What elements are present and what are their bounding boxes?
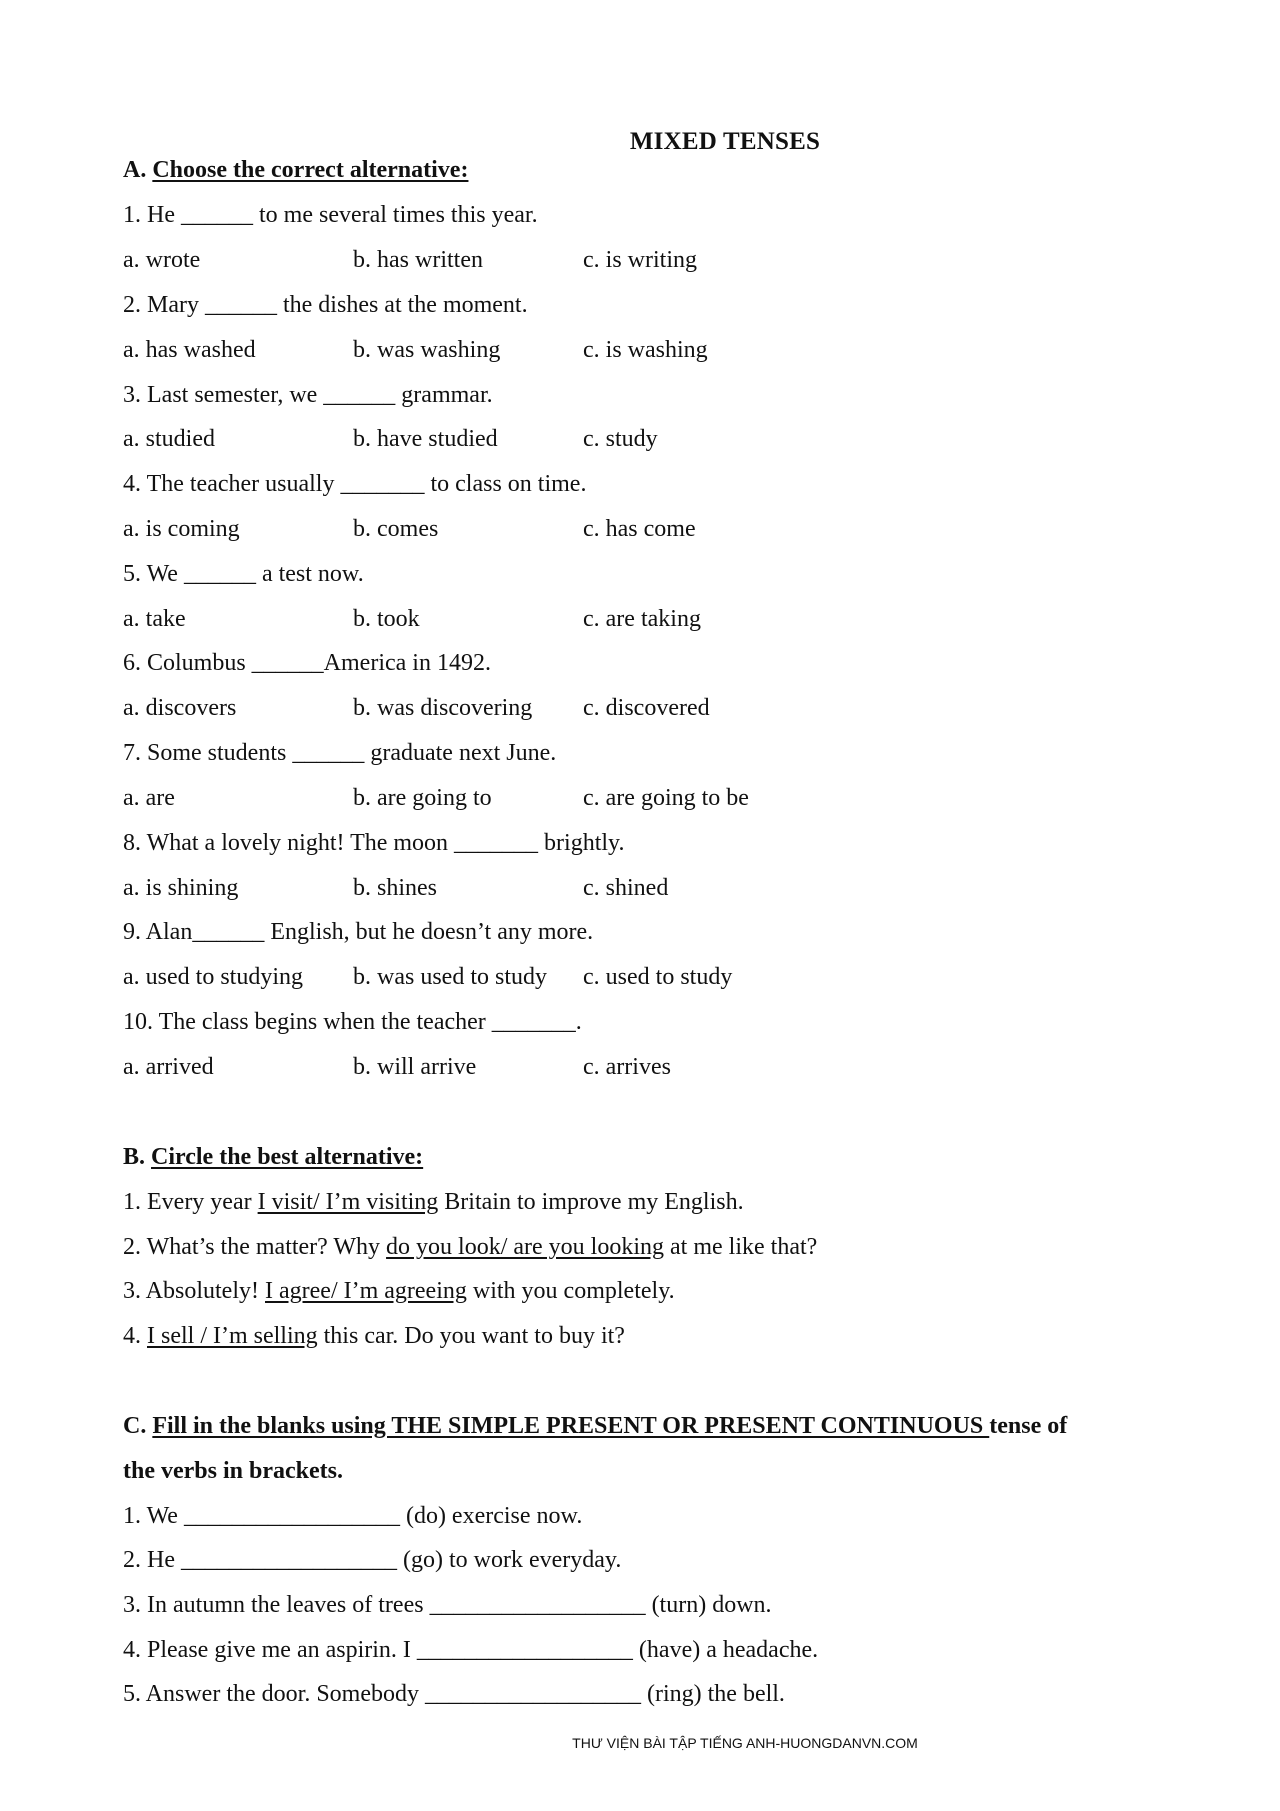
option-a: a. wrote [123, 247, 201, 273]
section-a-title: Choose the correct alternative: [152, 157, 469, 183]
option-b: b. has written [353, 247, 483, 273]
alternatives-choice[interactable]: I sell / I’m selling [147, 1323, 318, 1349]
option-c: c. study [583, 426, 658, 452]
option-a: a. take [123, 606, 186, 632]
section-b-item-4 [123, 1322, 625, 1350]
item-prefix: 1. Every year [123, 1189, 258, 1215]
section-c-item-3: 3. In autumn the leaves of trees __________________ (turn) down. [123, 1592, 772, 1618]
option-b: b. shines [353, 875, 437, 901]
section-c-item-1: 1. We __________________ (do) exercise now. [123, 1503, 583, 1529]
option-b: b. comes [353, 516, 439, 542]
item-suffix: this car. Do you want to buy it? [317, 1323, 625, 1349]
alternatives-choice[interactable]: do you look/ are you looking [386, 1234, 665, 1260]
item-prefix: 2. What’s the matter? Why [123, 1234, 387, 1260]
question-text: 5. We ______ a test now. [123, 561, 364, 587]
option-c: c. is washing [583, 337, 708, 363]
option-a: a. is coming [123, 516, 240, 542]
option-b: b. will arrive [353, 1054, 477, 1080]
question-text: 1. He ______ to me several times this year. [123, 202, 538, 228]
option-a: a. arrived [123, 1054, 214, 1080]
alternatives-choice[interactable]: I visit/ I’m visiting [257, 1189, 439, 1215]
question-text: 9. Alan______ English, but he doesn’t any more. [123, 919, 594, 945]
question-text: 7. Some students ______ graduate next June. [123, 740, 557, 766]
option-c: c. are taking [583, 606, 701, 632]
option-b: b. are going to [353, 785, 492, 811]
item-suffix: Britain to improve my English. [438, 1189, 744, 1215]
question-text: 3. Last semester, we ______ grammar. [123, 382, 493, 408]
section-b-item-2 [123, 1233, 817, 1261]
section-b-heading [123, 1143, 423, 1171]
section-b-title: Circle the best alternative: [151, 1144, 424, 1170]
section-c-item-5: 5. Answer the door. Somebody __________________ (ring) the bell. [123, 1681, 785, 1707]
option-c: c. shined [583, 875, 669, 901]
option-b: b. have studied [353, 426, 498, 452]
option-a: a. used to studying [123, 964, 303, 990]
question-text: 10. The class begins when the teacher _______. [123, 1009, 582, 1035]
option-a: a. are [123, 785, 175, 811]
option-a: a. studied [123, 426, 215, 452]
section-c-heading-line2: the verbs in brackets. [123, 1458, 343, 1484]
section-c-item-2: 2. He __________________ (go) to work everyday. [123, 1547, 622, 1573]
section-a-label: A. [123, 157, 147, 183]
option-a: a. has washed [123, 337, 256, 363]
option-b: b. took [353, 606, 420, 632]
section-c-heading [123, 1412, 1067, 1440]
option-c: c. used to study [583, 964, 733, 990]
option-c: c. arrives [583, 1054, 671, 1080]
item-prefix: 3. Absolutely! [123, 1278, 265, 1304]
section-c-title: Fill in the blanks using THE SIMPLE PRESENT OR PRESENT CONTINUOUS [152, 1413, 990, 1439]
question-text: 8. What a lovely night! The moon _______ brightly. [123, 830, 625, 856]
alternatives-choice[interactable]: I agree/ I’m agreeing [265, 1278, 467, 1304]
option-b: b. was used to study [353, 964, 547, 990]
option-a: a. discovers [123, 695, 237, 721]
page-title: MIXED TENSES [629, 128, 821, 155]
item-suffix: with you completely. [466, 1278, 675, 1304]
question-text: 6. Columbus ______America in 1492. [123, 650, 491, 676]
option-c: c. has come [583, 516, 696, 542]
item-prefix: 4. [123, 1323, 147, 1349]
section-a-heading [123, 156, 468, 184]
option-b: b. was washing [353, 337, 501, 363]
section-c-label: C. [123, 1413, 147, 1439]
option-c: c. are going to be [583, 785, 749, 811]
section-b-label: B. [123, 1144, 146, 1170]
option-c: c. is writing [583, 247, 697, 273]
question-text: 2. Mary ______ the dishes at the moment. [123, 292, 528, 318]
option-a: a. is shining [123, 875, 239, 901]
option-b: b. was discovering [353, 695, 533, 721]
section-c-item-4: 4. Please give me an aspirin. I __________________ (have) a headache. [123, 1637, 819, 1663]
page-footer: THƯ VIỆN BÀI TẬP TIẾNG ANH-HUONGDANVN.COM [572, 1735, 918, 1751]
question-text: 4. The teacher usually _______ to class on time. [123, 471, 587, 497]
option-c: c. discovered [583, 695, 710, 721]
section-b-item-3 [123, 1277, 675, 1305]
section-c-title-rest: tense of [989, 1413, 1068, 1439]
section-b-item-1 [123, 1188, 744, 1216]
item-suffix: at me like that? [664, 1234, 818, 1260]
